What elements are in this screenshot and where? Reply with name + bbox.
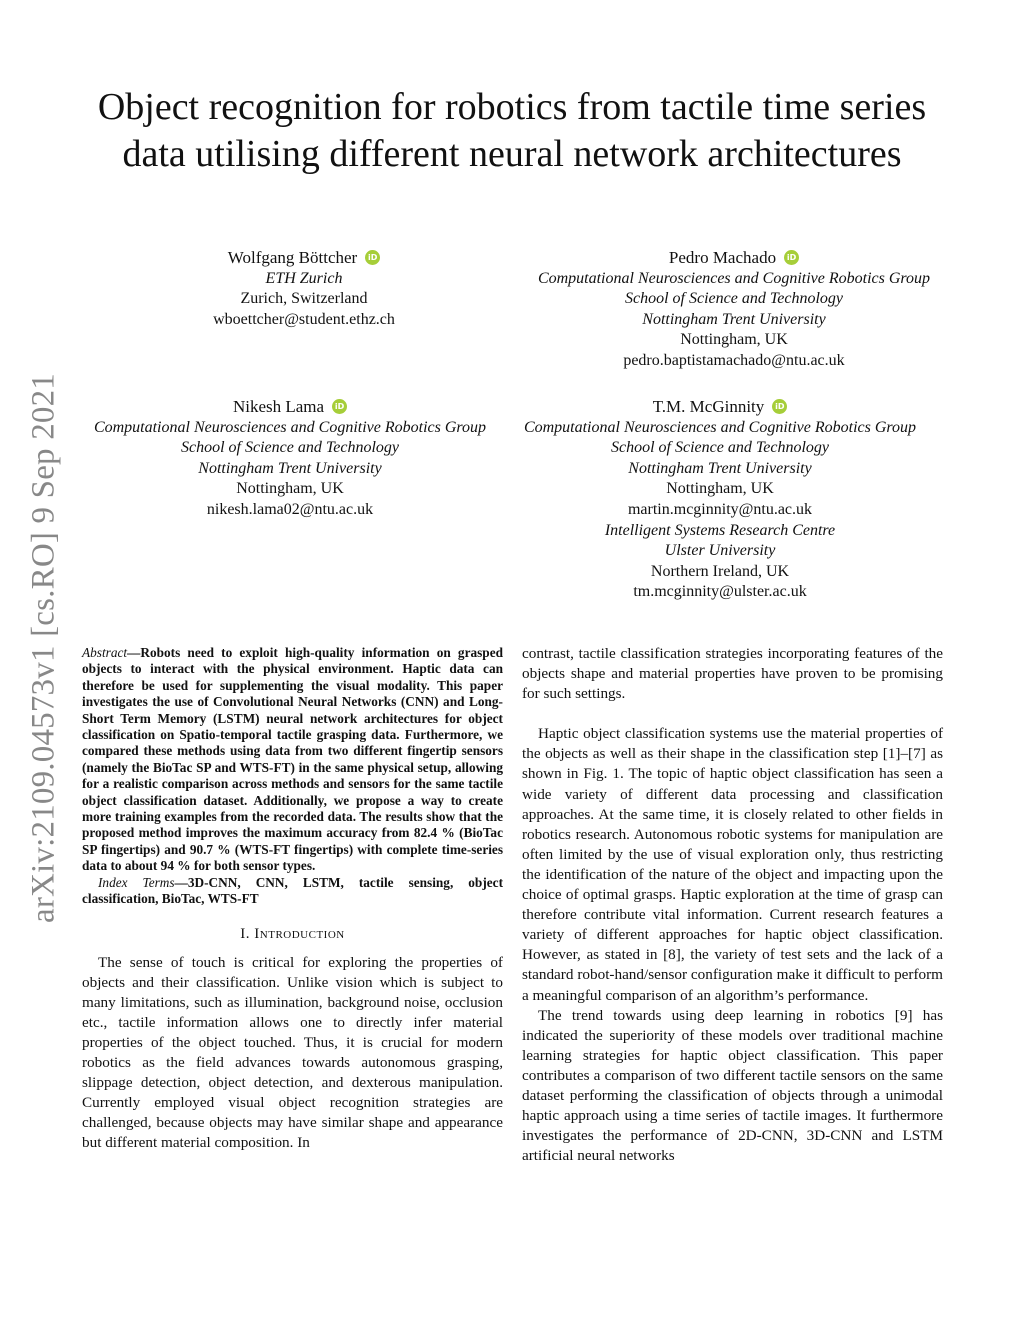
author-affiliation-line[interactable]: martin.mcginnity@ntu.ac.uk [627,500,813,518]
author-affiliation-line: School of Science and Technology [624,290,844,308]
author-name [108,248,500,269]
paper-title: Object recognition for robotics from tactile time series data utilising different neural network architectures [97,86,927,175]
intro-paragraph-2: Haptic object classification systems use the material properties of the objects as well as their shape in the classification step [1]–[7] as shown in Fig. 1. The topic of haptic object classification has seen a wide variety of different data processing and classification approaches. At the same time, it is closely related to other fields in robotics research. Autonomous robotic systems for manipulation are often limited by the use of visual exploration only, thus restricting the identification of the nature of the object and impacting upon the choice of optimal grasps. Haptic exploration at the time of grasp can therefore contribute vital information. Current research features a variety of different approaches for haptic object classification. However, as stated in [8], the variety of test sets and the lack of a standard robot-hand/sensor configuration make it difficult to perform a meaningful comparison of an algorithm’s performance. [522,725,943,1004]
author-affiliation-line: Intelligent Systems Research Centre [604,521,836,539]
abstract-text: Robots need to exploit high-quality information on grasped objects to interact with the physical environment. Haptic data can therefore be used for supplementing the visual modality. This paper investigates the use of Convolutional Neural Networks (CNN) and Long-Short Term Memory (LSTM) neural network architectures for object classification on Spatio-temporal tactile grasping data. Furthermore, we compared these methods using data from two different fingertip sensors (namely the BioTac SP and WTS-FT) in the same physical setup, allowing for a realistic comparison across methods and sensors for the same tactile object classification dataset. Additionally, we propose a way to create more training examples from the recorded data. The results show that the proposed method improves the maximum accuracy from 82.4 % (BioTac SP fingertips) and 90.7 % (WTS-FT fingertips) with complete time-series data to about 94 % for both sensor types. [82,645,503,874]
author-affiliation-line[interactable]: tm.mcginnity@ulster.ac.uk [633,583,807,601]
orcid-icon[interactable]: iD [784,250,799,265]
orcid-icon[interactable]: iD [332,399,347,414]
intro-paragraph-1: The sense of touch is critical for exploring the properties of objects and their classification. Unlike vision which is subject to many limitations, such as illumination, background noise, occlusion etc., tactile information allows one to directly infer material properties of the object touched. Thus, it is crucial for modern robotics as the field advances towards autonomous grasping, slippage detection, object detection, and dexterous manipulation. Currently employed visual object recognition strategies are challenged, because objects may have similar shape and appearance but different material composition. In [82,953,503,1152]
index-terms-text: 3D-CNN, CNN, LSTM, tactile sensing, object classification, BioTac, WTS-FT [82,874,503,907]
author-affiliation-line: Nottingham Trent University [198,459,382,477]
author-affiliation-line: Nottingham, UK [666,480,774,498]
author-affiliation-line[interactable]: nikesh.lama02@ntu.ac.uk [206,500,374,518]
author-affiliation-line: Northern Ireland, UK [650,562,790,580]
author-block-machado [512,248,956,372]
author-affiliation-line: Computational Neurosciences and Cognitive Robotics Group [93,418,487,436]
abstract [82,645,503,908]
author-affiliation-line: School of Science and Technology [180,439,400,457]
section-numeral: I. [240,925,251,942]
section-title: Introduction [254,925,345,942]
author-affiliation-line: Nottingham Trent University [642,310,826,328]
author-name-text: Nikesh Lama [232,397,325,416]
author-name-text: Pedro Machado [668,248,777,267]
author-affiliation-line: Computational Neurosciences and Cognitive Robotics Group [523,418,917,436]
author-affiliation-line: Nottingham, UK [680,331,788,349]
author-name [512,248,956,269]
orcid-icon[interactable]: iD [365,250,380,265]
index-terms-label: Index Terms [98,874,175,890]
author-affiliation-line: Computational Neurosciences and Cognitive Robotics Group [537,269,931,287]
author-affiliation-line[interactable]: pedro.baptistamachado@ntu.ac.uk [623,351,845,369]
abstract-label: Abstract [82,645,128,660]
author-affiliation-line: ETH Zurich [265,269,343,287]
orcid-icon[interactable]: iD [772,399,787,414]
author-affiliation-line[interactable]: wboettcher@student.ethz.ch [213,310,395,328]
section-heading-introduction [82,924,503,944]
author-name [506,397,934,418]
author-name-text: Wolfgang Böttcher [227,248,358,267]
author-affiliation-line: Nottingham Trent University [628,459,812,477]
arxiv-stamp-text: arXiv:2109.04573v1 [cs.RO] 9 Sep 2021 [25,372,62,924]
author-block-lama [76,397,504,521]
left-column [82,645,503,1154]
author-block-boettcher [108,248,500,330]
author-affiliation-line: Zurich, Switzerland [240,290,368,308]
intro-paragraph-3: The trend towards using deep learning in robotics [9] has indicated the superiority of these models over traditional machine learning strategies for haptic object classification. This paper contributes a comparison of two different tactile sensors on the same dataset performing the classification of objects through a unimodal haptic approach using a time series of tactile images. It furthermore investigates the performance of 2D-CNN, 3D-CNN and LSTM artificial neural networks [522,1006,943,1165]
right-column [522,644,943,1166]
author-name [76,397,504,418]
index-terms [82,875,503,908]
author-affiliation-line: Ulster University [664,542,776,560]
author-name-text: T.M. McGinnity [652,397,765,416]
index-terms-dash: — [174,874,188,890]
author-affiliation-line: School of Science and Technology [610,439,830,457]
intro-paragraph-continued: contrast, tactile classification strategies incorporating features of the objects shape and material properties have proven to be promising for such settings. [522,645,943,703]
author-block-mcginnity [506,397,934,603]
abstract-dash: — [127,645,141,660]
author-affiliation-line: Nottingham, UK [236,480,344,498]
